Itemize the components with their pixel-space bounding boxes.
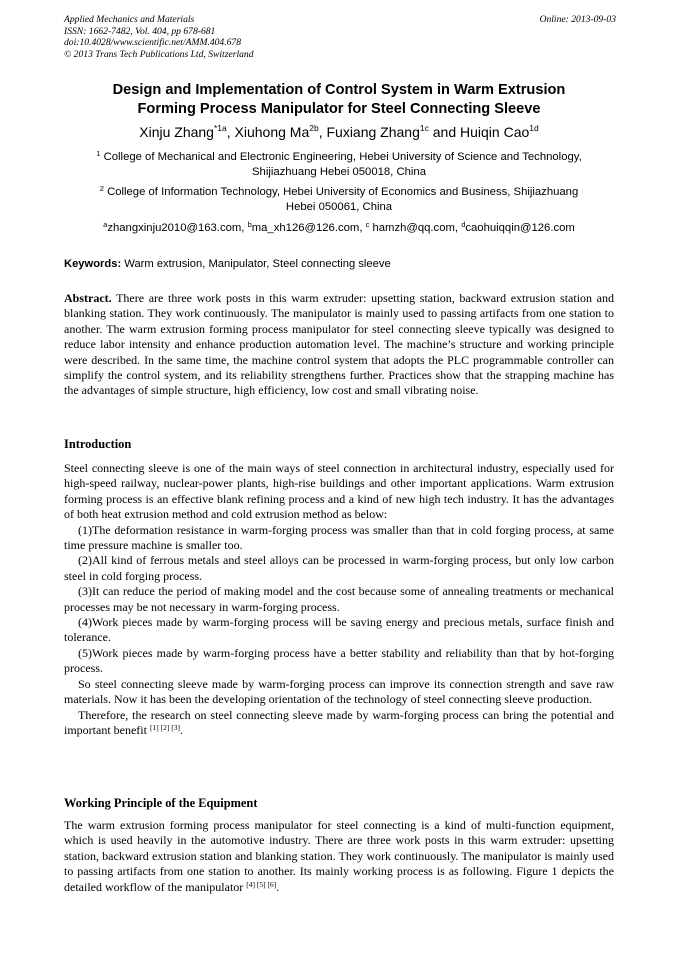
- keywords: [64, 257, 616, 271]
- affiliation-number: 2: [99, 184, 104, 193]
- author-separator: ,: [318, 124, 327, 140]
- abstract: [64, 291, 614, 399]
- journal-header: [64, 14, 616, 60]
- affiliation-line: Shijiazhuang Hebei 050018, China: [252, 165, 426, 178]
- email-marker: c: [365, 220, 370, 229]
- paragraph: (5)Work pieces made by warm-forging process have a better stability and reliability than that by hot-forging process.: [64, 645, 614, 676]
- affiliation-line: Hebei 050061, China: [285, 200, 393, 213]
- introduction-body: [64, 461, 614, 738]
- email-list: [40, 221, 638, 236]
- email-marker: a: [103, 220, 108, 229]
- author-marker: 2b: [309, 123, 319, 133]
- author-name: Xiuhong Ma: [234, 124, 310, 140]
- affiliation-1: [56, 150, 622, 179]
- journal-name: Applied Mechanics and Materials: [64, 14, 195, 25]
- doi-line: doi:10.4028/www.scientific.net/AMM.404.678: [64, 37, 242, 48]
- copyright-line: © 2013 Trans Tech Publications Ltd, Switzerland: [64, 48, 254, 60]
- citation-refs: [4] [5] [6]: [246, 879, 277, 889]
- online-date: Online: 2013-09-03: [539, 14, 616, 25]
- citation-refs: [1] [2] [3]: [149, 722, 180, 732]
- author-separator: and: [428, 124, 461, 140]
- author-name: Huiqin Cao: [460, 124, 530, 140]
- author-list: [40, 123, 638, 141]
- author-name: Xinju Zhang: [139, 124, 214, 140]
- email-address: hamzh@qq.com: [369, 222, 455, 234]
- paragraph-text: Therefore, the research on steel connecting sleeve made by warm-forging process can bring the potential and important benefit: [64, 707, 614, 737]
- author-marker: 1d: [529, 123, 539, 133]
- email-separator: ,: [359, 222, 366, 234]
- paragraph: (3)It can reduce the period of making model and the cost because some of annealing treatments or mechanical processes may be not necessary in warm-forging process.: [64, 584, 614, 614]
- keywords-label: Keywords:: [64, 258, 122, 270]
- email-marker: d: [461, 220, 466, 229]
- paragraph: So steel connecting sleeve made by warm-forging process can improve its connection strength and save raw materials. Now it has been the developing orientation of the technology of steel connecting sleeve production.: [64, 676, 614, 707]
- paragraph-end: .: [179, 722, 183, 737]
- author-marker: 1c: [419, 123, 429, 133]
- paragraph-end: .: [276, 879, 280, 894]
- keywords-text: Warm extrusion, Manipulator, Steel connecting sleeve: [121, 258, 391, 270]
- paragraph: (4)Work pieces made by warm-forging process will be saving energy and precious metals, surface finish and tolerance.: [64, 615, 614, 645]
- email-address: caohuiqqin@126.com: [465, 222, 575, 234]
- affiliation-number: 1: [96, 149, 101, 158]
- paragraph-text: The warm extrusion forming process manipulator for steel connecting is a kind of multi-function equipment, which is used heavily in the automotive industry. There are three work posts in this warm extruder: upsetting station, backward extrusion station and blanking station. They work continuously. The manipulator is mainly used to passing artifacts from one station to another. Its mainly working process is as following. Figure 1 depicts the detailed workflow of the manipulator: [64, 818, 614, 894]
- paragraph: Steel connecting sleeve is one of the main ways of steel connection in architectural industry, especially used for high-speed railway, nuclear-power plants, high-rise buildings and other important applications. Warm extrusion forming process is an effective blank refining process and a kind of new high tech industry. It has the advantages of both heat extrusion method and cold extrusion method as below:: [64, 461, 614, 522]
- paragraph: (2)All kind of ferrous metals and steel alloys can be processed in warm-forging process, but only low carbon steel in cold forging process.: [64, 553, 614, 583]
- email-separator: ,: [454, 222, 462, 234]
- title-line-1: Design and Implementation of Control System in Warm Extrusion: [112, 82, 566, 98]
- affiliation-line: College of Information Technology, Hebei University of Economics and Business, Shijiazhuang: [107, 186, 579, 198]
- author-name: Fuxiang Zhang: [326, 124, 420, 140]
- author-marker: *1a: [213, 123, 227, 133]
- paper-title: [40, 81, 638, 119]
- email-address: ma_xh126@126.com: [251, 222, 360, 234]
- section-heading-introduction: Introduction: [64, 437, 132, 451]
- issn-line: ISSN: 1662-7482, Vol. 404, pp 678-681: [64, 25, 216, 37]
- email-separator: ,: [241, 222, 248, 234]
- email-address: zhangxinju2010@163.com: [107, 222, 242, 234]
- email-marker: b: [247, 220, 252, 229]
- paragraph: [64, 708, 614, 739]
- paragraph: (1)The deformation resistance in warm-forging process was smaller than that in cold forging process, at same time pressure machine is smaller too.: [64, 522, 614, 553]
- working-principle-body: [64, 818, 614, 895]
- section-heading-working-principle: Working Principle of the Equipment: [64, 796, 258, 810]
- affiliation-line: College of Mechanical and Electronic Engineering, Hebei University of Science and Technology,: [103, 151, 582, 163]
- title-line-2: Forming Process Manipulator for Steel Connecting Sleeve: [137, 101, 541, 117]
- abstract-text: There are three work posts in this warm extruder: upsetting station, backward extrusion station and blanking station. They work continuously. The manipulator is mainly used to passing artifacts from one station to another. The warm extrusion forming process manipulator for steel connecting sleeve typically was designed to reduce labor intensity and enhance production automation level. The machine’s structure and working principle were described. In the same time, the machine control system that adopts the PLC programmable controller can simplify the control system, and its reliability strengthens further. Practices show that the strapping machine has the advantages of simple structure, high efficiency, low cost and small vibrating noise.: [64, 291, 614, 398]
- author-separator: ,: [226, 124, 235, 140]
- abstract-label: Abstract.: [64, 291, 112, 305]
- affiliation-2: [56, 185, 622, 214]
